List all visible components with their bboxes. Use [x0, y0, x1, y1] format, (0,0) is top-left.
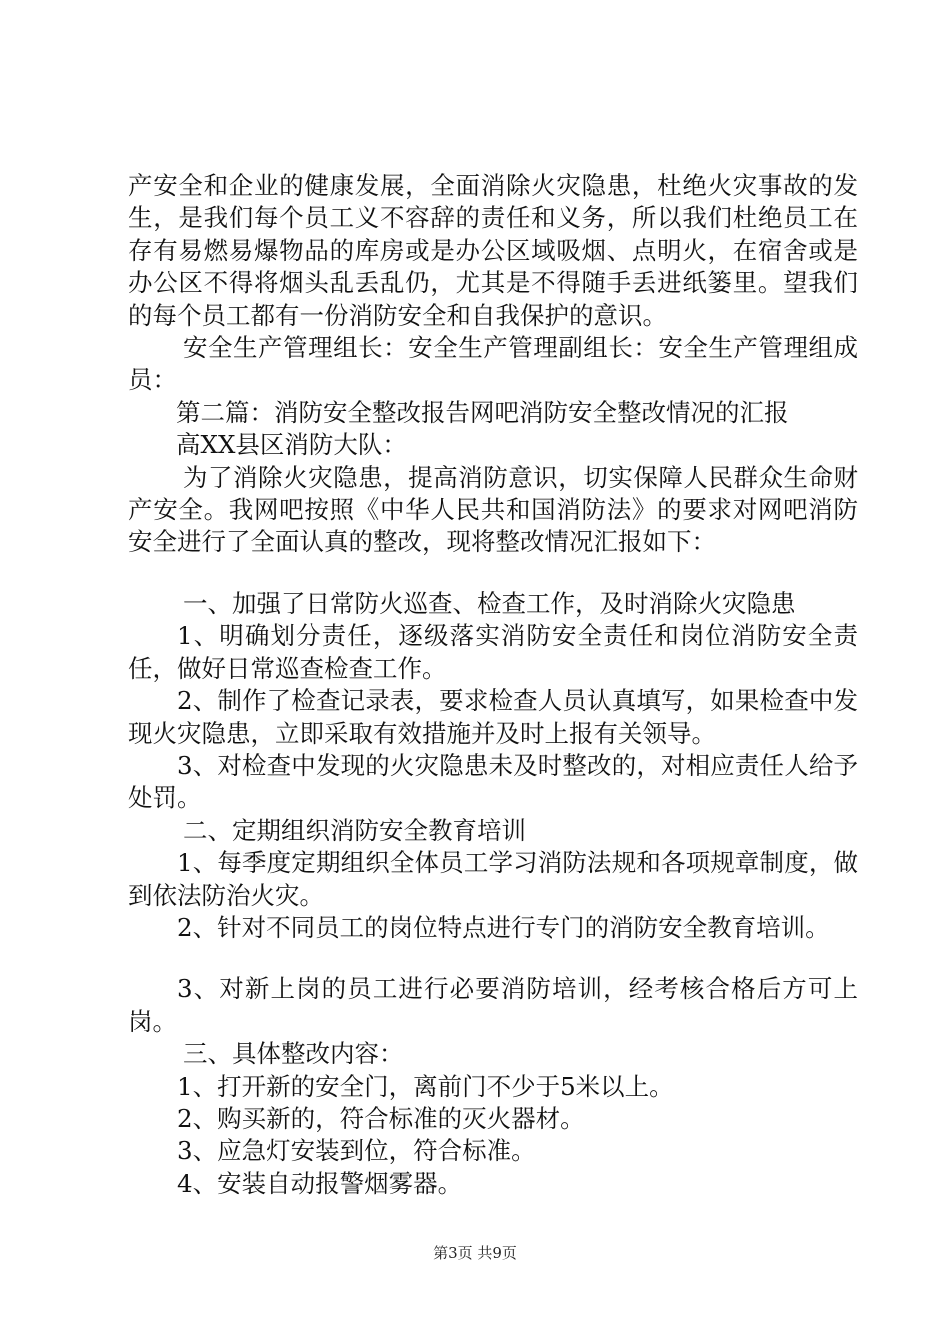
paragraph-management-members: 安全生产管理组长：安全生产管理副组长：安全生产管理组成员：: [128, 333, 858, 395]
list-item-2-2: 2、针对不同员工的岗位特点进行专门的消防安全教育培训。: [177, 912, 830, 942]
page-number-footer: 第3页 共9页: [433, 1244, 517, 1262]
paragraph-spacer: [128, 944, 858, 973]
paragraph-addressee: 高XX县区消防大队：: [176, 430, 407, 460]
section-heading-two: 二、定期组织消防安全教育培训: [183, 815, 526, 845]
list-item-3-2: 2、购买新的，符合标准的灭火器材。: [177, 1103, 585, 1133]
list-item-2-1: 1、每季度定期组织全体员工学习消防法规和各项规章制度，做到依法防治火灾。: [128, 848, 858, 910]
list-item-3-1: 1、打开新的安全门，离前门不少于5米以上。: [177, 1071, 674, 1101]
list-item-1-1: 1、明确划分责任，逐级落实消防安全责任和岗位消防安全责任，做好日常巡查检查工作。: [128, 621, 858, 683]
list-item-2-3: 3、对新上岗的员工进行必要消防培训，经考核合格后方可上岗。: [128, 974, 858, 1036]
section-heading-one: 一、加强了日常防火巡查、检查工作，及时消除火灾隐患: [183, 588, 796, 618]
paragraph-spacer: [128, 559, 858, 588]
list-item-3-3: 3、应急灯安装到位，符合标准。: [177, 1136, 536, 1166]
paragraph-chapter-title: 第二篇：消防安全整改报告网吧消防安全整改情况的汇报: [176, 397, 789, 427]
section-heading-three: 三、具体整改内容：: [183, 1039, 404, 1069]
list-item-1-2: 2、制作了检查记录表，要求检查人员认真填写，如果检查中发现火灾隐患，立即采取有效措施并及时上报有关领导。: [128, 686, 858, 748]
document-body: [128, 170, 858, 1200]
paragraph-report-opening: 为了消除火灾隐患，提高消防意识，切实保障人民群众生命财产安全。我网吧按照《中华人民共和国消防法》的要求对网吧消防安全进行了全面认真的整改，现将整改情况汇报如下：: [128, 462, 858, 557]
list-item-3-4: 4、安装自动报警烟雾器。: [177, 1168, 463, 1198]
list-item-1-3: 3、对检查中发现的火灾隐患未及时整改的，对相应责任人给予处罚。: [128, 750, 858, 813]
paragraph-intro: 产安全和企业的健康发展，全面消除火灾隐患，杜绝火灾事故的发生，是我们每个员工义不容辞的责任和义务，所以我们杜绝员工在存有易燃易爆物品的库房或是办公区域吸烟、点明火，在宿舍或是办公区不得将烟头乱丢乱仍，尤其是不得随手丢进纸篓里。望我们的每个员工都有一份消防安全和自我保护的意识。: [128, 171, 858, 330]
